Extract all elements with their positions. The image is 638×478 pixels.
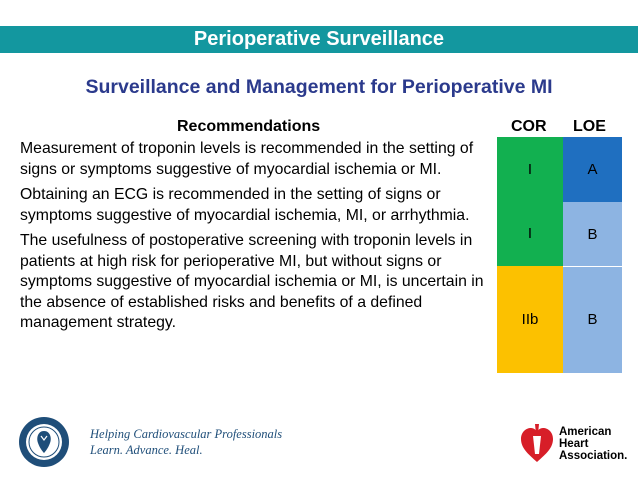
- slide-banner: [0, 26, 638, 53]
- slide-subtitle: Surveillance and Management for Perioperative MI: [85, 76, 553, 98]
- row-divider: [563, 266, 622, 267]
- cor-header: COR: [511, 118, 547, 135]
- acc-footer: [18, 416, 282, 468]
- loe-value: A: [587, 161, 598, 178]
- cor-cell-I: [497, 137, 563, 266]
- acc-seal-icon: [18, 416, 70, 468]
- acc-tagline-1: Helping Cardiovascular Professionals: [90, 427, 283, 441]
- aha-name-3: Association.: [559, 450, 628, 462]
- recommendation-text: The usefulness of postoperative screening with troponin levels in patients at high risk for perioperative MI, but without signs or symptoms suggestive of myocardial ischemia or MI, is uncertain in the absence of established risks and benefits of a defined management strategy.: [20, 232, 484, 331]
- heart-torch-icon: [520, 424, 554, 464]
- aha-name-1: American: [559, 426, 612, 438]
- recommendations-header: Recommendations: [177, 118, 321, 135]
- cor-cell-IIb: [497, 266, 563, 373]
- aha-logo: [520, 424, 627, 464]
- loe-cell-A: [563, 137, 622, 202]
- loe-cell-B: [563, 202, 622, 266]
- cor-value: I: [527, 225, 533, 242]
- recommendation-text: Measurement of troponin levels is recommended in the setting of signs or symptoms suggestive of myocardial ischemia or MI.: [20, 140, 474, 178]
- recommendation-text: Obtaining an ECG is recommended in the setting of signs or symptoms suggestive of myocardial ischemia, MI, or arrhythmia.: [20, 186, 470, 224]
- banner-title: Perioperative Surveillance: [193, 28, 445, 50]
- recommendations-list: [20, 139, 490, 339]
- cor-value: IIb: [521, 311, 539, 328]
- aha-name-2: Heart: [559, 438, 589, 450]
- loe-header: LOE: [573, 118, 606, 135]
- loe-value: B: [587, 225, 598, 243]
- cor-value: I: [527, 161, 533, 178]
- loe-cell-B: [563, 266, 622, 373]
- cor-loe-grid: [497, 137, 622, 373]
- acc-tagline-2: Learn. Advance. Heal.: [90, 443, 203, 457]
- loe-value: B: [587, 311, 598, 328]
